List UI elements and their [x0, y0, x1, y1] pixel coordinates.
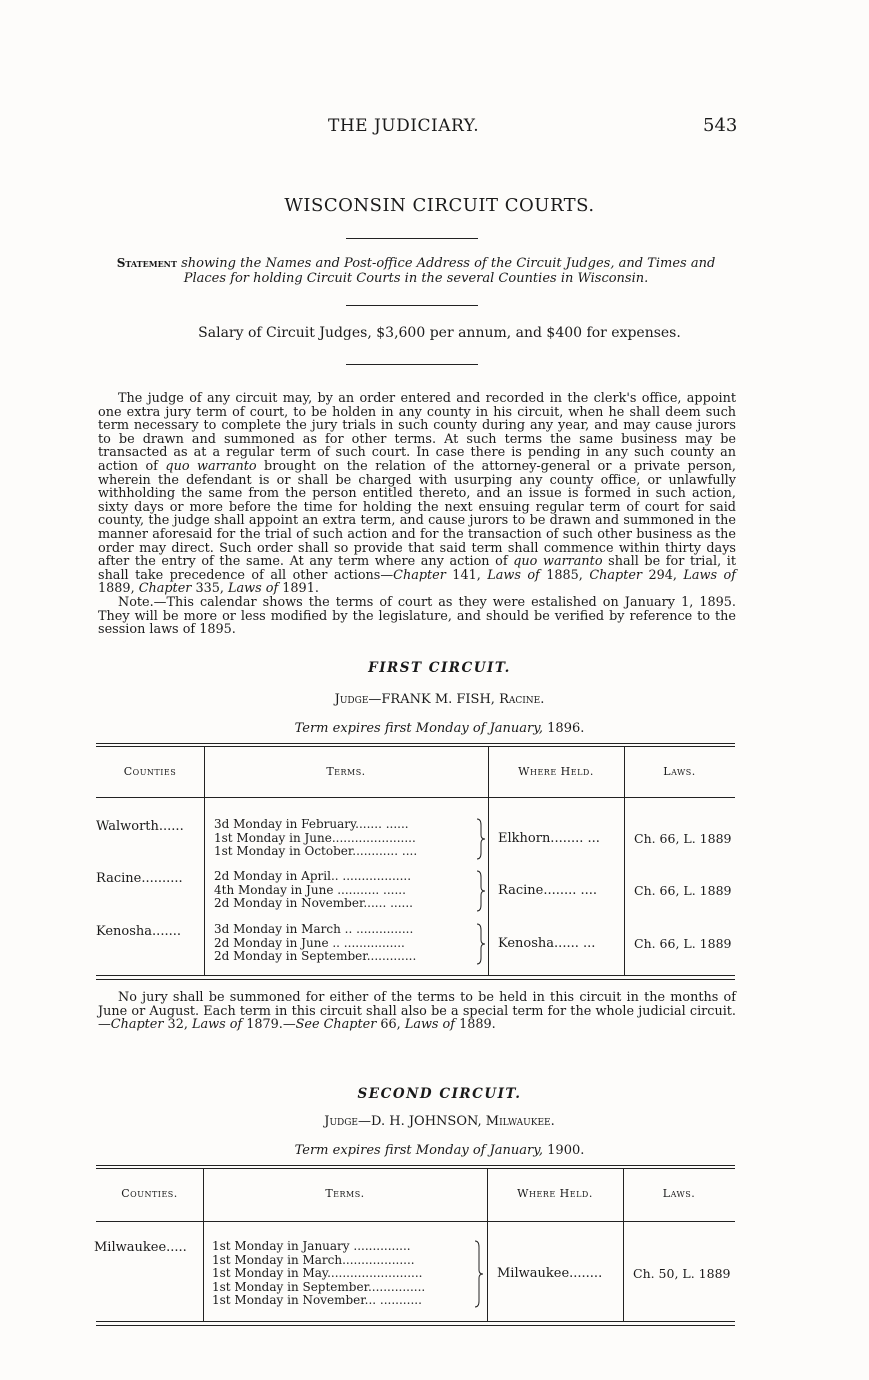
citation: Laws of: [487, 567, 540, 583]
second-circuit-expires: [0, 1143, 869, 1158]
county-cell: Kenosha.......: [96, 924, 181, 939]
judge-city: Racine.: [499, 692, 545, 707]
citation-num: 141,: [445, 567, 488, 583]
header-counties: Counties.: [121, 1187, 178, 1200]
citation: Laws of: [228, 581, 279, 597]
judge-label: Judge: [334, 692, 369, 707]
citation: Chapter: [138, 581, 192, 597]
note-text: No jury shall be summoned for either of the terms to be held in this circuit in the months of June or August. Each term in this circuit shall also be a special term for the whole judicial circuit.—: [98, 990, 736, 1033]
judge-name: —D. H. JOHNSON,: [358, 1114, 486, 1129]
table-rule: [96, 1325, 735, 1326]
first-circuit-expires: [0, 721, 869, 736]
judge-city: Milwaukee.: [485, 1114, 555, 1129]
where-cell: Kenosha...... ...: [498, 936, 596, 951]
term: 1st Monday in November... ...........: [212, 1293, 422, 1307]
table-rule: [96, 746, 735, 747]
law-cell: Ch. 66, L. 1889: [634, 936, 732, 951]
law-cell: Ch. 66, L. 1889: [634, 831, 732, 846]
para-italic: quo warranto: [513, 554, 603, 570]
citation-num: 335,: [191, 581, 229, 597]
terms-cell: [214, 818, 417, 859]
expires-year: 1900.: [547, 1143, 585, 1158]
citation-num: 1889.: [455, 1017, 496, 1033]
term: 1st Monday in June......................: [214, 830, 416, 845]
judge-name: —FRANK M. FISH,: [368, 692, 500, 707]
where-cell: Racine........ ....: [498, 883, 598, 898]
header-laws: Laws.: [662, 1187, 696, 1200]
statement-text: showing the Names and Post-office Address of the Circuit Judges, and Times and Places for holding Circuit Courts in the several Counties in Wisconsin.: [176, 256, 716, 286]
citation-num: 32,: [163, 1017, 192, 1033]
header-laws: Laws.: [663, 765, 696, 778]
first-circuit-heading: FIRST CIRCUIT.: [368, 660, 511, 676]
column-rule: [624, 746, 625, 975]
citation: Laws of: [683, 567, 736, 583]
term: 3d Monday in February....... ......: [214, 817, 409, 831]
county-cell: Walworth......: [96, 819, 184, 834]
term: 4th Monday in June ........... ......: [214, 882, 406, 897]
citation: Chapter: [393, 567, 446, 583]
citation: Chapter: [110, 1017, 164, 1033]
statement: [96, 256, 736, 286]
table-rule: [96, 979, 735, 980]
para-text: brought on the relation of the attorney-general or a private person, wherein the defendant is or shall be charged with usurping any county office, or unlawfully withholding the same from the person entitled thereto, and an issue is formed in such action, sixty days or more before the time for holding the next ensuing regular term of court for said county, the judge shall appoint an extra term, and cause jurors to be drawn and summoned in the manner aforesaid for the trial of such action and for the transaction of such other business as the order may direct. Such order shall so provide that said term shall commence within thirty days after the entry of the same. At any term where any action of: [98, 458, 736, 570]
salary-line: Salary of Circuit Judges, $3,600 per annum, and $400 for expenses.: [198, 325, 681, 341]
column-rule: [488, 746, 489, 975]
judge-label: Judge: [324, 1114, 359, 1129]
para-text: shall be for trial, it shall take precedence of all other actions—: [98, 554, 736, 583]
para-text: The judge of any circuit may, by an order entered and recorded in the clerk's office, appoint one extra jury term of court, to be holden in any county in his circuit, when he shall deem such term necessary to complete the jury trials in such county during any year, and may cause jurors to be drawn and summoned as for other terms. At such terms the same business may be transacted as at a regular term of such court. In case there is pending in any such county an action of: [98, 391, 736, 474]
term: 1st Monday in May.........................: [212, 1266, 423, 1280]
citation-num: 1889,: [98, 581, 139, 597]
page-title: WISCONSIN CIRCUIT COURTS.: [284, 195, 595, 216]
brace-icon: [474, 817, 488, 861]
second-circuit-judge: [0, 1114, 869, 1129]
page-number: 543: [703, 115, 738, 136]
term: 3d Monday in March .. ...............: [214, 922, 414, 936]
citation-num: 1885,: [539, 567, 590, 583]
citation: Laws of: [404, 1017, 455, 1033]
where-cell: Milwaukee........: [497, 1266, 603, 1281]
term: 2d Monday in November...... ......: [214, 896, 413, 910]
header-terms: Terms.: [325, 1187, 365, 1200]
statement-lead: Statement: [116, 256, 177, 270]
expires-text: Term expires first Monday of January,: [294, 1143, 548, 1158]
term: 2d Monday in April.. ..................: [214, 869, 412, 883]
table-rule: [96, 797, 735, 798]
citation-num: 1879.—: [242, 1017, 296, 1033]
expires-text: Term expires first Monday of January,: [294, 721, 548, 736]
terms-cell: [214, 923, 416, 964]
table-rule: [96, 975, 735, 976]
where-cell: Elkhorn........ ...: [498, 831, 600, 846]
first-circuit-note: [98, 991, 736, 1032]
brace-icon: [474, 869, 488, 913]
county-cell: Milwaukee.....: [94, 1240, 187, 1255]
citation: Chapter: [589, 567, 643, 583]
term: 2d Monday in June .. ................: [214, 935, 405, 950]
divider: [346, 238, 478, 239]
citation-num: 66,: [376, 1017, 405, 1033]
term: 1st Monday in March...................: [212, 1252, 415, 1267]
citation-num: 294,: [642, 567, 684, 583]
extra-term-paragraph: [98, 392, 736, 637]
law-cell: Ch. 50, L. 1889: [633, 1266, 731, 1281]
term: 2d Monday in September.............: [214, 949, 417, 963]
running-header: [0, 116, 869, 138]
term: 1st Monday in September...............: [212, 1279, 426, 1294]
calendar-note: Note.—This calendar shows the terms of court as they were estalished on January 1, 1895. They will be more or less modified by the legislature, and should be verified by reference to the session laws of 1895.: [98, 594, 736, 638]
divider: [346, 364, 478, 365]
header-title: THE JUDICIARY.: [328, 116, 480, 136]
expires-year: 1896.: [547, 721, 585, 736]
header-where-held: Where Held.: [518, 765, 594, 778]
citation: See Chapter: [295, 1017, 377, 1033]
terms-cell: [212, 1240, 425, 1308]
header-counties: Counties: [123, 765, 177, 778]
second-circuit-heading: SECOND CIRCUIT.: [357, 1086, 522, 1102]
term: 1st Monday in October............ ....: [214, 844, 418, 858]
table-rule: [96, 1221, 735, 1222]
citation: Laws of: [191, 1017, 243, 1033]
header-terms: Terms.: [326, 765, 366, 778]
divider: [346, 305, 478, 306]
county-cell: Racine..........: [96, 871, 183, 886]
brace-icon: [474, 922, 488, 966]
term: 1st Monday in January ...............: [212, 1239, 411, 1253]
table-rule: [96, 1165, 735, 1166]
column-rule: [204, 746, 205, 975]
header-where-held: Where Held.: [517, 1187, 593, 1200]
citation-num: 1891.: [278, 581, 319, 597]
first-circuit-judge: [0, 692, 869, 707]
table-rule: [96, 1321, 735, 1322]
terms-cell: [214, 870, 413, 911]
table-rule: [96, 1168, 735, 1169]
first-circuit-table: [96, 743, 735, 983]
law-cell: Ch. 66, L. 1889: [634, 883, 732, 898]
para-italic: quo warranto: [165, 458, 257, 474]
table-rule: [96, 743, 735, 744]
second-circuit-table: [96, 1165, 735, 1330]
brace-icon: [472, 1239, 486, 1309]
